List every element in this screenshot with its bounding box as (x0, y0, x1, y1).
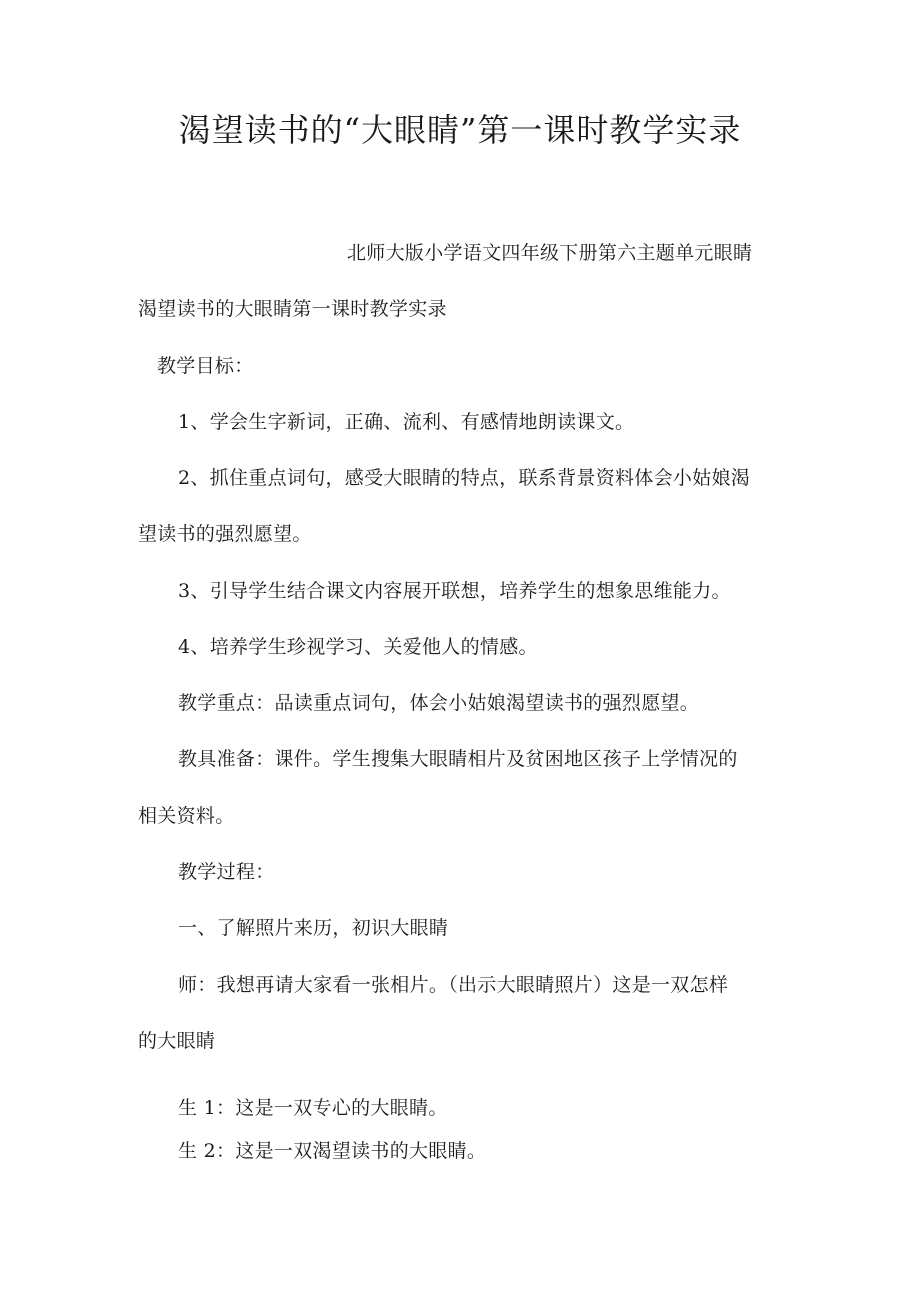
key-point: 教学重点：品读重点词句，体会小姑娘渴望读书的强烈愿望。 (178, 692, 700, 714)
goal-1: 1、学会生字新词，正确、流利、有感情地朗读课文。 (178, 411, 635, 433)
teacher-line-1: 师：我想再请大家看一张相片。（出示大眼睛照片）这是一双怎样 (178, 974, 729, 996)
goal-2-line-1: 2、抓住重点词句，感受大眼睛的特点，联系背景资料体会小姑娘渴 (178, 467, 751, 489)
intro-line: 渴望读书的大眼睛第一课时教学实录 (138, 298, 447, 320)
process-heading: 教学过程： (178, 861, 275, 883)
goal-4: 4、培养学生珍视学习、关爱他人的情感。 (178, 636, 538, 658)
student-2-answer: 生 2：这是一双渴望读书的大眼睛。 (178, 1140, 487, 1162)
goals-heading: 教学目标： (157, 355, 254, 377)
materials-line-2: 相关资料。 (138, 805, 235, 827)
materials-line-1: 教具准备：课件。学生搜集大眼睛相片及贫困地区孩子上学情况的 (178, 748, 738, 770)
goal-3: 3、引导学生结合课文内容展开联想，培养学生的想象思维能力。 (178, 580, 731, 602)
subtitle-line: 北师大版小学语文四年级下册第六主题单元眼睛 (347, 242, 753, 264)
section-1-heading: 一、了解照片来历，初识大眼睛 (178, 917, 449, 939)
teacher-line-2: 的大眼睛 (138, 1030, 216, 1052)
document-title: 渴望读书的“大眼睛”第一课时教学实录 (178, 111, 742, 149)
student-1-answer: 生 1：这是一双专心的大眼睛。 (178, 1097, 448, 1119)
goal-2-line-2: 望读书的强烈愿望。 (138, 523, 312, 545)
